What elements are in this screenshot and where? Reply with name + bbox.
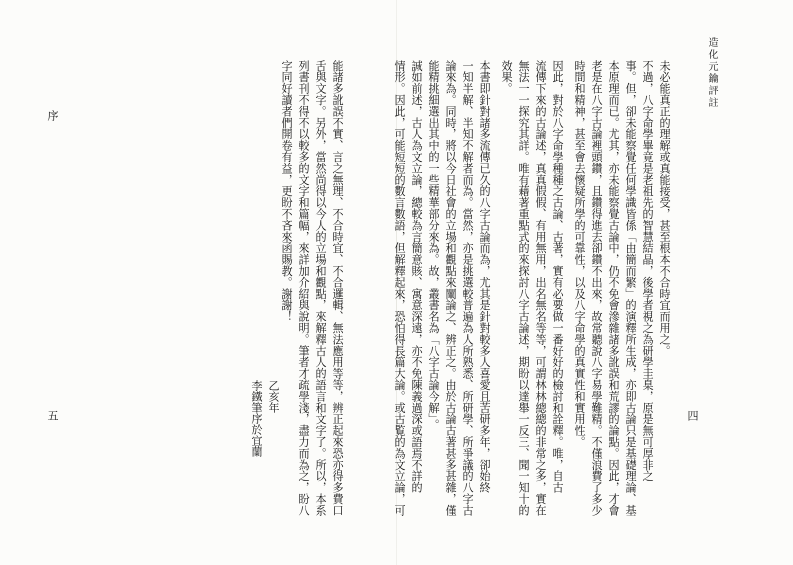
folio-section-label: 序 <box>46 110 59 121</box>
text-column: 論來為。同時，將以今日社會的立場和觀點來闡論之、辨正之。由於古論古著甚多甚雜，僅 <box>444 60 457 516</box>
text-column: 列書刊不得不以較多的文字和篇幅，來詳加介紹與說明。筆者才疏學淺，盡力而為之，盼八 <box>297 60 310 516</box>
text-column: 本原理而已。尤其，亦未能察覺古論中，仍不免會滲雜諸多訛誤和荒謬的論點。因此，才會 <box>607 60 620 516</box>
text-column: 本書即針對諸多流傳已久的八字古論而為，尤其是針對較多人喜愛且苦研多年，卻始終 <box>478 60 491 494</box>
text-column: 效果。 <box>500 60 513 95</box>
text-column: 不過，八字命學畢竟是老祖先的智慧結晶，後學者視之為研學圭臬，原是無可厚非之 <box>641 60 654 482</box>
text-column: 無法一一探究其詳。唯有藉著重點式的來探討八字古論述，期盼以達舉一反三、聞一知十的 <box>517 60 530 516</box>
text-column: 字同好讀者們開卷有益，更盼不吝來函賜教。謝謝！ <box>280 60 293 323</box>
folio-page-number-left: 五 <box>46 410 59 421</box>
text-column: 流傳下來的古論述，真真假假、有用無用，出名無名等等，可謂林林總總的非常之多，實在 <box>534 60 547 516</box>
text-column: 未必能真正的理解或真能接受，甚至根本不合時宜而用之。 <box>658 60 671 357</box>
running-header-title: 造化元鑰評註 <box>706 37 717 109</box>
text-column: 舌與文字。另外，當然尚得以今人的立場和觀點，來解釋古人的語言和文字了。所以，本系 <box>314 60 327 516</box>
text-column: 老是在八字古論裡頭鑽，且鑽得進去卻鑽不出來，故常聽說八字易學難精。不僅浪費了多少 <box>590 60 603 516</box>
text-column: 誠如前述，古人為文立論，總較為言簡意賅、寓意深遠，亦不免陳義過深或語焉不詳的 <box>410 60 423 494</box>
folio-page-number-right: 四 <box>686 410 699 421</box>
text-column: 情形。因此，可能短短的數言數語，但解釋起來，恐怕得長篇大論。或古覧的為文立論，可 <box>393 60 406 516</box>
text-column: 能諸多訛誤不實、言之無理、不合時宜、不合邏輯、無法應用等等，辨正起來恐亦得多費口 <box>331 60 344 516</box>
text-column: 一知半解、半知不解者而為。當然，亦是挑選較普遍為人所熟悉、所研學、所爭議的八字古 <box>461 60 474 516</box>
text-column: 時間和精神，甚至會去懷疑所學的可靠性，以及八字命學的真實性和實用性。 <box>573 60 586 448</box>
preface-date: 乙亥年 <box>267 380 280 413</box>
preface-signature: 李鐵筆序於宜蘭 <box>250 380 263 457</box>
text-column: 事。但，卻未能察覺任何學識皆係「由簡而繁」的演釋所生成，亦即古論只是基礎理論、基 <box>624 60 637 516</box>
text-column: 因此，對於八字命學種種之古論、古著，實有必要做一番好好的檢討和詮釋。唯，自古 <box>551 60 564 494</box>
text-column: 能精挑細選出其中的一些精華部分來為。故，叢書名為「八字古論今解」。 <box>427 60 440 431</box>
